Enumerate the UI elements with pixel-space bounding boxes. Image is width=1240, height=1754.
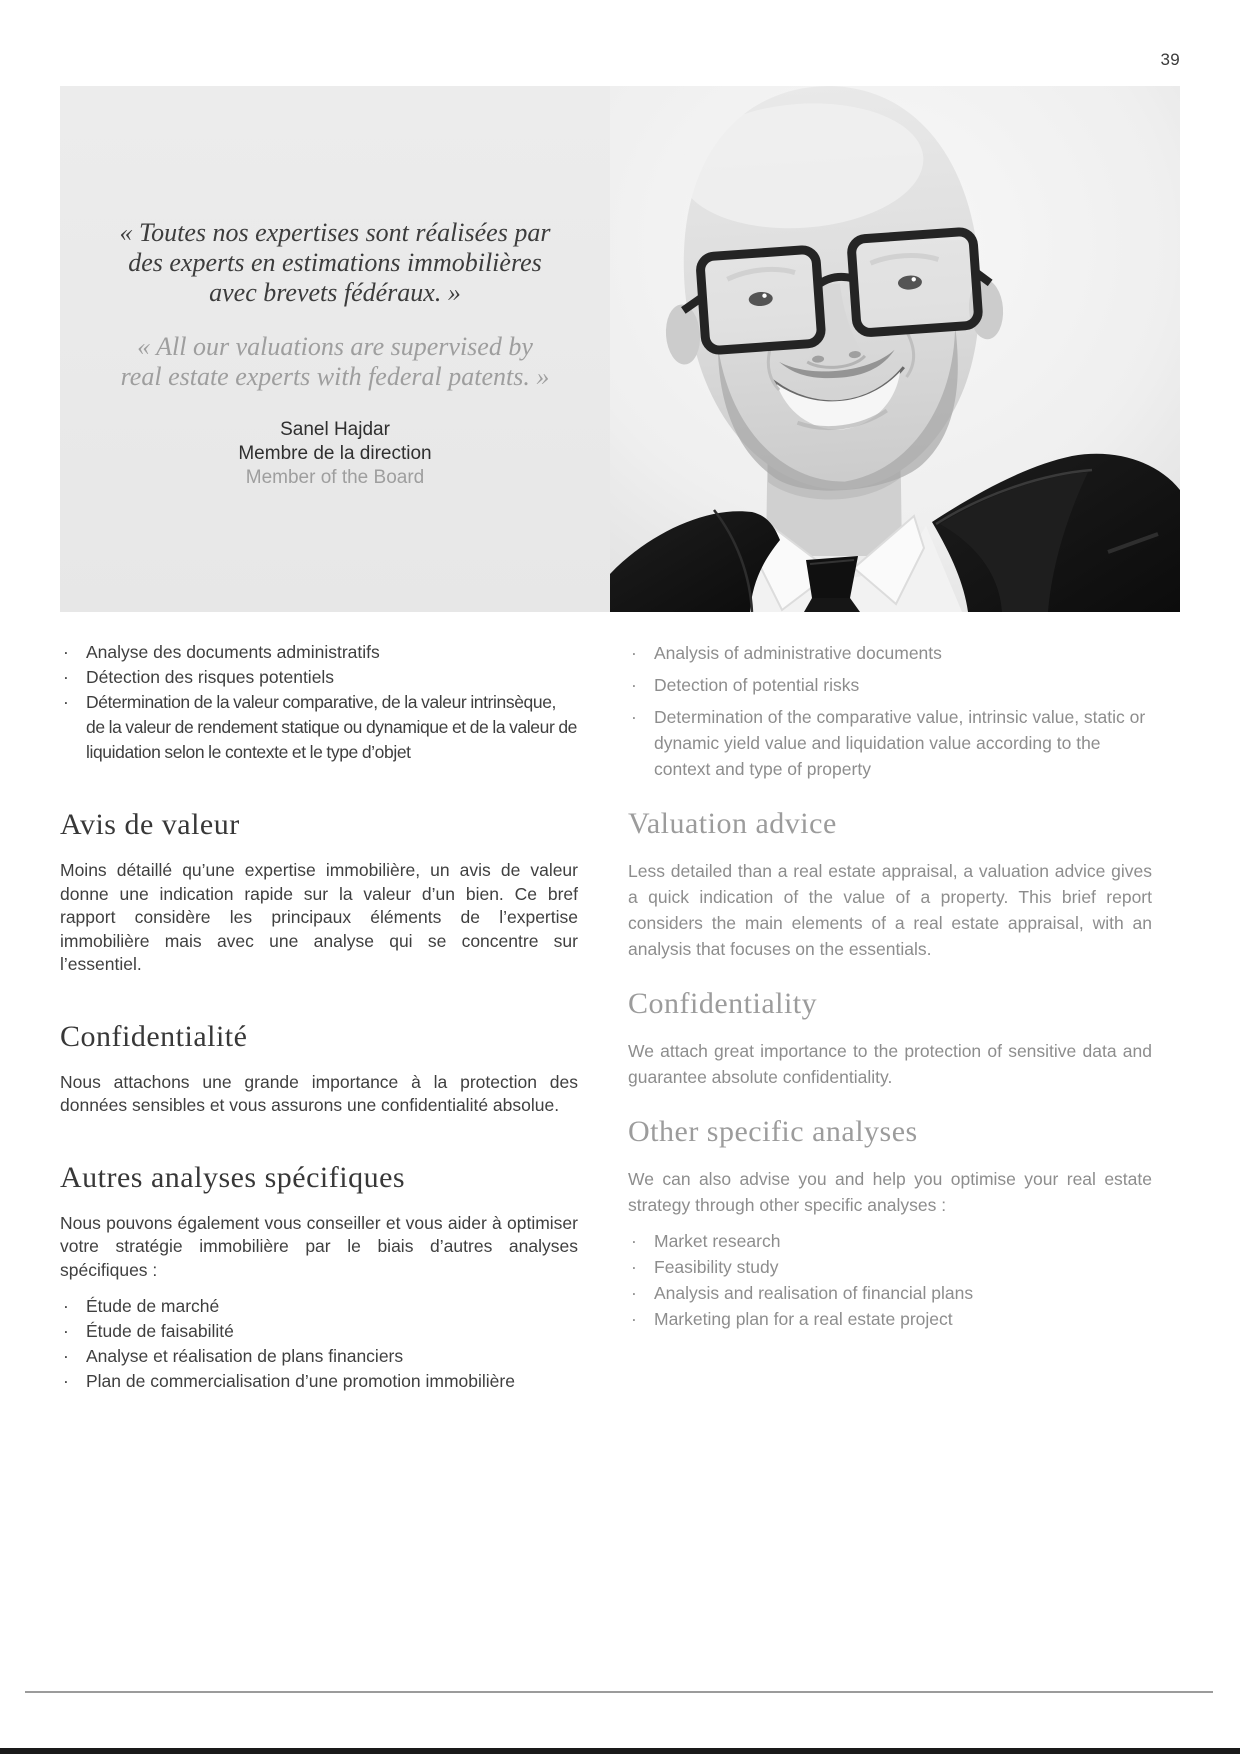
list-item: · Détection des risques potentiels: [60, 665, 578, 690]
list-item: · Market research: [628, 1228, 1152, 1254]
section-title: Other specific analyses: [628, 1115, 918, 1148]
list-item: · Analysis and realisation of financial plans: [628, 1280, 1152, 1306]
section-title: Avis de valeur: [60, 808, 240, 841]
section-body: Moins détaillé qu’une expertise immobilière, un avis de valeur donne une indication rapide sur la valeur d’un bien. Ce bref rapport considère les principaux éléments de l’expertise immobilière mais avec une analyse qui se concentre sur l’essentiel.: [60, 860, 578, 974]
portrait-photo: [610, 86, 1180, 612]
quote-en-line: real estate experts with federal patents. »: [120, 362, 550, 391]
list-item: · Analyse des documents administratifs: [60, 640, 578, 665]
quote-en-line: « All our valuations are supervised by: [137, 332, 533, 361]
list-item: · Étude de marché: [60, 1294, 578, 1319]
list-item: · Determination of the comparative value, intrinsic value, static or dynamic yield value and liquidation value according to the context and type of property: [628, 704, 1152, 782]
section-title: Autres analyses spécifiques: [60, 1160, 406, 1194]
list-item: · Detection of potential risks: [628, 672, 1152, 698]
section-body: Nous attachons une grande importance à la protection des données sensibles et vous assurons une confidentialité absolue.: [60, 1071, 578, 1115]
list-item: · Analyse et réalisation de plans financiers: [60, 1344, 578, 1369]
section-body: Less detailed than a real estate appraisal, a valuation advice gives a quick indication of the value of a property. This brief report considers the main elements of a real estate appraisal, with an analysis that focuses on the essentials.: [628, 861, 1152, 959]
intro-bullet-list-en: [628, 640, 1152, 782]
french-column: [60, 612, 578, 1394]
page-bottom-bar: [0, 1748, 1240, 1754]
section-body: We attach great importance to the protection of sensitive data and guarantee absolute confidentiality.: [628, 1041, 1152, 1087]
person-role-fr: Membre de la direction: [238, 443, 432, 464]
list-item: · Feasibility study: [628, 1254, 1152, 1280]
section-title: Confidentialité: [60, 1019, 248, 1053]
quote-english: [80, 332, 590, 392]
analyses-bullet-list-en: [628, 1228, 1152, 1332]
section-body: Nous pouvons également vous conseiller et vous aider à optimiser votre stratégie immobilière par le biais d’autres analyses spécifiques :: [60, 1212, 578, 1280]
section-title: Confidentiality: [628, 987, 818, 1020]
list-item: · Marketing plan for a real estate project: [628, 1306, 1152, 1332]
list-item: · Étude de faisabilité: [60, 1319, 578, 1344]
hero-band: [60, 86, 1180, 612]
section-title: Valuation advice: [628, 807, 837, 840]
section-body: We can also advise you and help you optimise your real estate strategy through other specific analyses :: [628, 1169, 1152, 1215]
person-name: Sanel Hajdar: [280, 419, 390, 440]
person-block: [80, 418, 590, 490]
list-item: · Plan de commercialisation d’une promotion immobilière: [60, 1369, 578, 1394]
quote-fr-line: « Toutes nos expertises sont réalisées par: [119, 218, 551, 247]
footer-divider-line: [25, 1691, 1213, 1693]
quote-fr-line: avec brevets fédéraux. »: [209, 278, 461, 307]
analyses-bullet-list-fr: [60, 1294, 578, 1394]
quote-french: [80, 218, 590, 308]
list-item: · Détermination de la valeur comparative, de la valeur intrinsèque, de la valeur de rendement statique ou dynamique et de la valeur de liquidation selon le contexte et le type d’objet: [60, 690, 578, 765]
quote-fr-line: des experts en estimations immobilières: [128, 248, 542, 277]
person-role-en: Member of the Board: [245, 467, 425, 488]
list-item: · Analysis of administrative documents: [628, 640, 1152, 666]
english-column: [628, 612, 1152, 1332]
intro-bullet-list-fr: [60, 640, 578, 765]
hero-quote-area: [60, 86, 610, 612]
page-number: 39: [1160, 50, 1180, 69]
